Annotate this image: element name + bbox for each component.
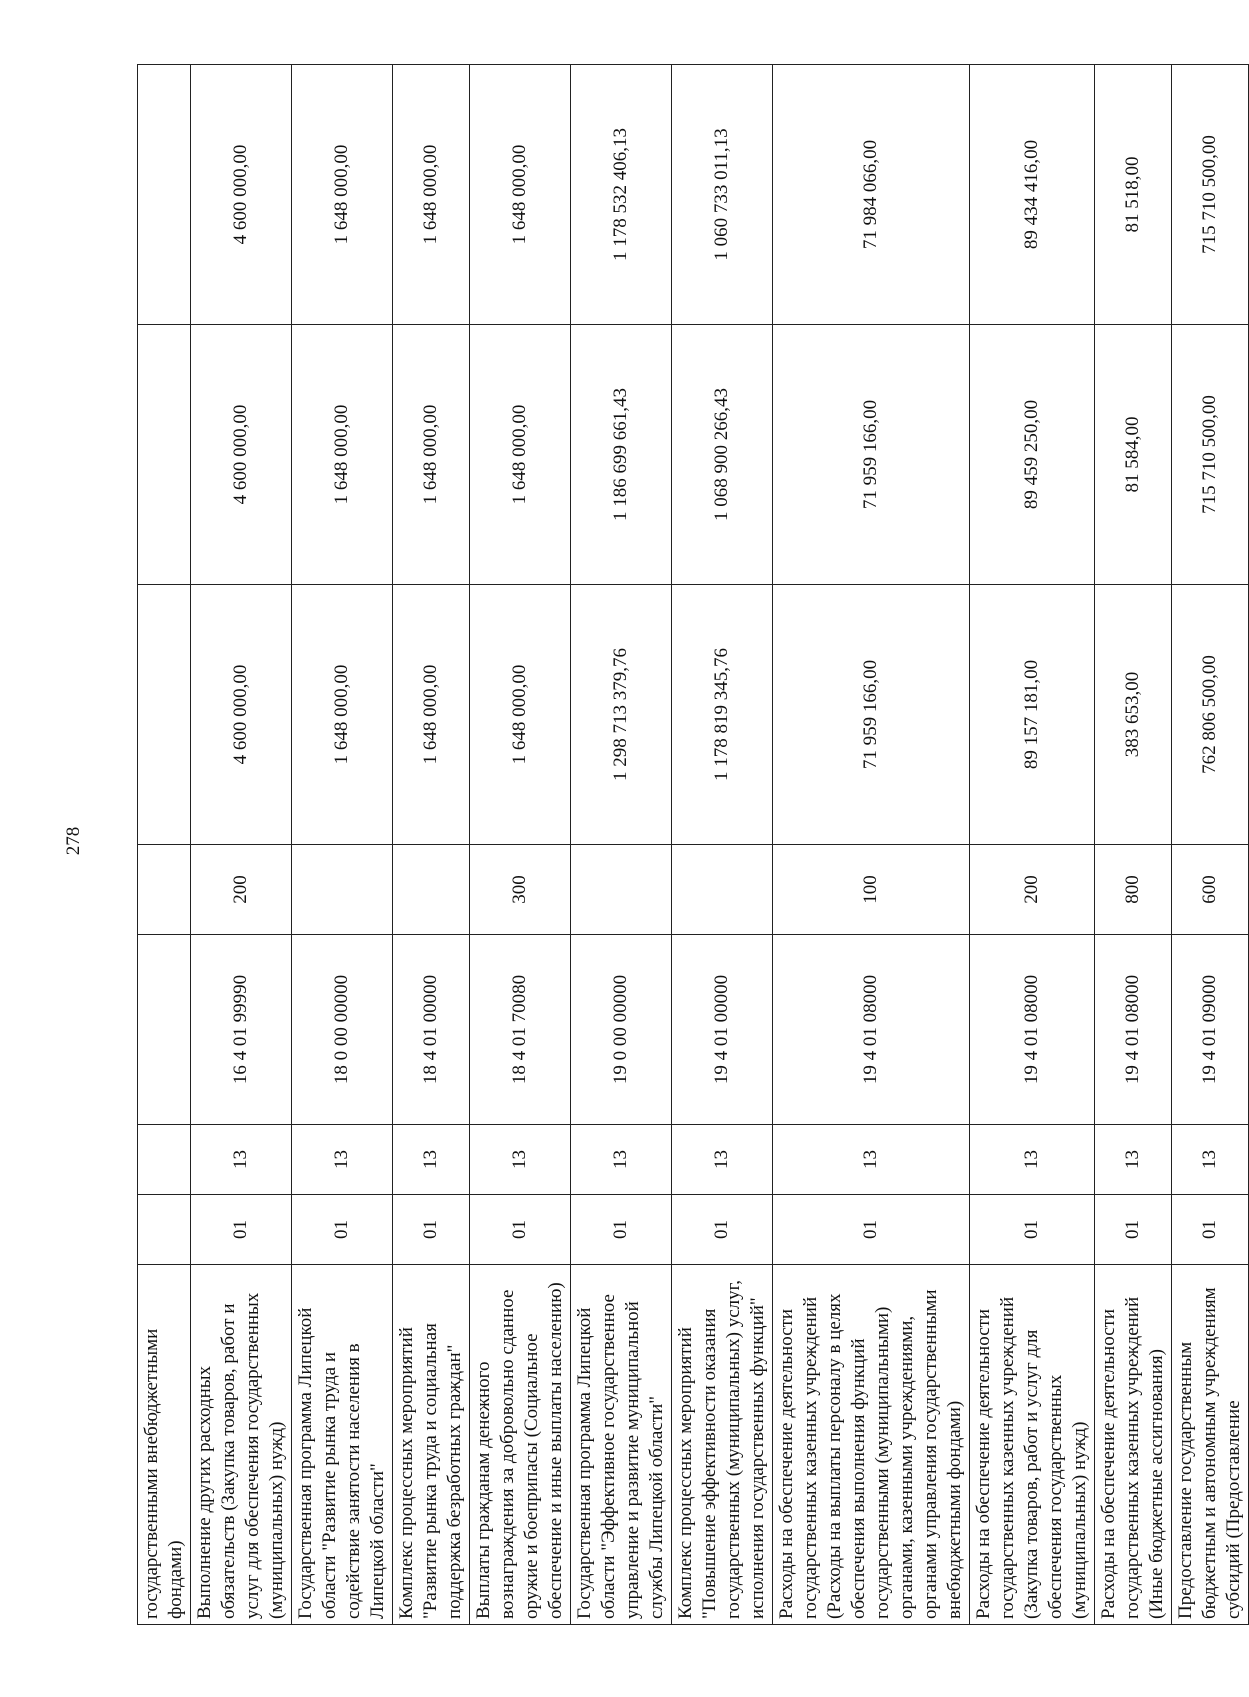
row-name-cell: Предоставление государственным бюджетным и автономным учреждениям субсидий (Предоставление (1172, 1265, 1249, 1625)
chapter-code-cell: 01 (470, 1195, 571, 1265)
sum-year-2-cell: 1 068 900 266,43 (672, 325, 773, 585)
sum-year-3-cell: 71 984 066,00 (773, 65, 970, 325)
subsection-code-cell: 13 (1095, 1125, 1172, 1195)
chapter-code-cell: 01 (1172, 1195, 1249, 1265)
target-article-code-cell: 19 4 01 09000 (1172, 935, 1249, 1125)
target-article-code-cell (138, 935, 191, 1125)
expense-type-code-cell (571, 845, 672, 935)
row-name-cell: Расходы на обеспечение деятельности государственных казенных учреждений (Иные бюджетные ассигнования) (1095, 1265, 1172, 1625)
target-article-code-cell: 18 4 01 70080 (470, 935, 571, 1125)
chapter-code-cell: 01 (672, 1195, 773, 1265)
sum-year-3-cell: 1 648 000,00 (470, 65, 571, 325)
chapter-code-cell (138, 1195, 191, 1265)
sum-year-3-cell: 1 648 000,00 (393, 65, 470, 325)
expense-type-code-cell: 300 (470, 845, 571, 935)
sum-year-3-cell: 1 178 532 406,13 (571, 65, 672, 325)
subsection-code-cell: 13 (571, 1125, 672, 1195)
expense-type-code-cell (138, 845, 191, 935)
sum-year-1-cell: 1 648 000,00 (470, 585, 571, 845)
table-row (1095, 65, 1172, 1625)
subsection-code-cell: 13 (393, 1125, 470, 1195)
chapter-code-cell: 01 (1095, 1195, 1172, 1265)
subsection-code-cell: 13 (1172, 1125, 1249, 1195)
target-article-code-cell: 18 0 00 00000 (292, 935, 393, 1125)
sum-year-1-cell: 4 600 000,00 (191, 585, 292, 845)
sum-year-2-cell: 4 600 000,00 (191, 325, 292, 585)
chapter-code-cell: 01 (970, 1195, 1095, 1265)
sum-year-2-cell: 1 648 000,00 (292, 325, 393, 585)
sum-year-2-cell (138, 325, 191, 585)
target-article-code-cell: 18 4 01 00000 (393, 935, 470, 1125)
sum-year-1-cell: 71 959 166,00 (773, 585, 970, 845)
sum-year-2-cell: 89 459 250,00 (970, 325, 1095, 585)
table-row (393, 65, 470, 1625)
row-name-cell: государственными внебюджетными фондами) (138, 1265, 191, 1625)
rotated-table-container (137, 65, 1244, 1625)
sum-year-2-cell: 1 648 000,00 (393, 325, 470, 585)
expense-type-code-cell: 200 (191, 845, 292, 935)
target-article-code-cell: 19 4 01 08000 (1095, 935, 1172, 1125)
chapter-code-cell: 01 (292, 1195, 393, 1265)
chapter-code-cell: 01 (191, 1195, 292, 1265)
sum-year-1-cell: 762 806 500,00 (1172, 585, 1249, 845)
budget-table (137, 64, 1249, 1625)
target-article-code-cell: 19 4 01 08000 (970, 935, 1095, 1125)
sum-year-2-cell: 71 959 166,00 (773, 325, 970, 585)
page-number: 278 (63, 826, 84, 856)
sum-year-3-cell: 89 434 416,00 (970, 65, 1095, 325)
row-name-cell: Комплекс процессных мероприятий "Развитие рынка труда и социальная поддержка безработных граждан" (393, 1265, 470, 1625)
sum-year-2-cell: 715 710 500,00 (1172, 325, 1249, 585)
target-article-code-cell: 19 4 01 00000 (672, 935, 773, 1125)
table-row (191, 65, 292, 1625)
subsection-code-cell: 13 (773, 1125, 970, 1195)
chapter-code-cell: 01 (393, 1195, 470, 1265)
sum-year-2-cell: 1 186 699 661,43 (571, 325, 672, 585)
sum-year-2-cell: 1 648 000,00 (470, 325, 571, 585)
sum-year-1-cell: 1 648 000,00 (292, 585, 393, 845)
sum-year-3-cell: 1 648 000,00 (292, 65, 393, 325)
row-name-cell: Выполнение других расходных обязательств (Закупка товаров, работ и услуг для обеспечения государственных (муниципальных) нужд) (191, 1265, 292, 1625)
chapter-code-cell: 01 (571, 1195, 672, 1265)
subsection-code-cell (138, 1125, 191, 1195)
expense-type-code-cell: 800 (1095, 845, 1172, 935)
row-name-cell: Государственная программа Липецкой области "Развитие рынка труда и содействие занятости населения в Липецкой области" (292, 1265, 393, 1625)
target-article-code-cell: 16 4 01 99990 (191, 935, 292, 1125)
table-row (773, 65, 970, 1625)
table-row (138, 65, 191, 1625)
table-row (292, 65, 393, 1625)
subsection-code-cell: 13 (191, 1125, 292, 1195)
expense-type-code-cell: 200 (970, 845, 1095, 935)
sum-year-1-cell: 1 648 000,00 (393, 585, 470, 845)
sum-year-3-cell: 715 710 500,00 (1172, 65, 1249, 325)
subsection-code-cell: 13 (292, 1125, 393, 1195)
target-article-code-cell: 19 4 01 08000 (773, 935, 970, 1125)
sum-year-2-cell: 81 584,00 (1095, 325, 1172, 585)
row-name-cell: Расходы на обеспечение деятельности государственных казенных учреждений (Закупка товаров, работ и услуг для обеспечения государственных (муниципальных) нужд) (970, 1265, 1095, 1625)
row-name-cell: Государственная программа Липецкой области "Эффективное государственное управление и развитие муниципальной службы Липецкой области" (571, 1265, 672, 1625)
sum-year-1-cell (138, 585, 191, 845)
row-name-cell: Выплаты гражданам денежного вознаграждения за добровольно сданное оружие и боеприпасы (Социальное обеспечение и иные выплаты населению) (470, 1265, 571, 1625)
sum-year-1-cell: 1 298 713 379,76 (571, 585, 672, 845)
sum-year-3-cell (138, 65, 191, 325)
table-row (970, 65, 1095, 1625)
expense-type-code-cell: 100 (773, 845, 970, 935)
sum-year-3-cell: 4 600 000,00 (191, 65, 292, 325)
row-name-cell: Комплекс процессных мероприятий "Повышение эффективности оказания государственных (муниципальных) услуг, исполнения государственных функций" (672, 1265, 773, 1625)
chapter-code-cell: 01 (773, 1195, 970, 1265)
sum-year-1-cell: 383 653,00 (1095, 585, 1172, 845)
expense-type-code-cell (672, 845, 773, 935)
subsection-code-cell: 13 (470, 1125, 571, 1195)
row-name-cell: Расходы на обеспечение деятельности государственных казенных учреждений (Расходы на выплаты персоналу в целях обеспечения выполнения функций государственными (муниципальными) органами, казенными учреждениями, органами управления государственными внебюджетными фондами) (773, 1265, 970, 1625)
table-row (470, 65, 571, 1625)
table-row (1172, 65, 1249, 1625)
expense-type-code-cell (393, 845, 470, 935)
subsection-code-cell: 13 (970, 1125, 1095, 1195)
expense-type-code-cell: 600 (1172, 845, 1249, 935)
sum-year-1-cell: 1 178 819 345,76 (672, 585, 773, 845)
target-article-code-cell: 19 0 00 00000 (571, 935, 672, 1125)
sum-year-3-cell: 81 518,00 (1095, 65, 1172, 325)
subsection-code-cell: 13 (672, 1125, 773, 1195)
table-row (672, 65, 773, 1625)
sum-year-1-cell: 89 157 181,00 (970, 585, 1095, 845)
table-row (571, 65, 672, 1625)
expense-type-code-cell (292, 845, 393, 935)
sum-year-3-cell: 1 060 733 011,13 (672, 65, 773, 325)
